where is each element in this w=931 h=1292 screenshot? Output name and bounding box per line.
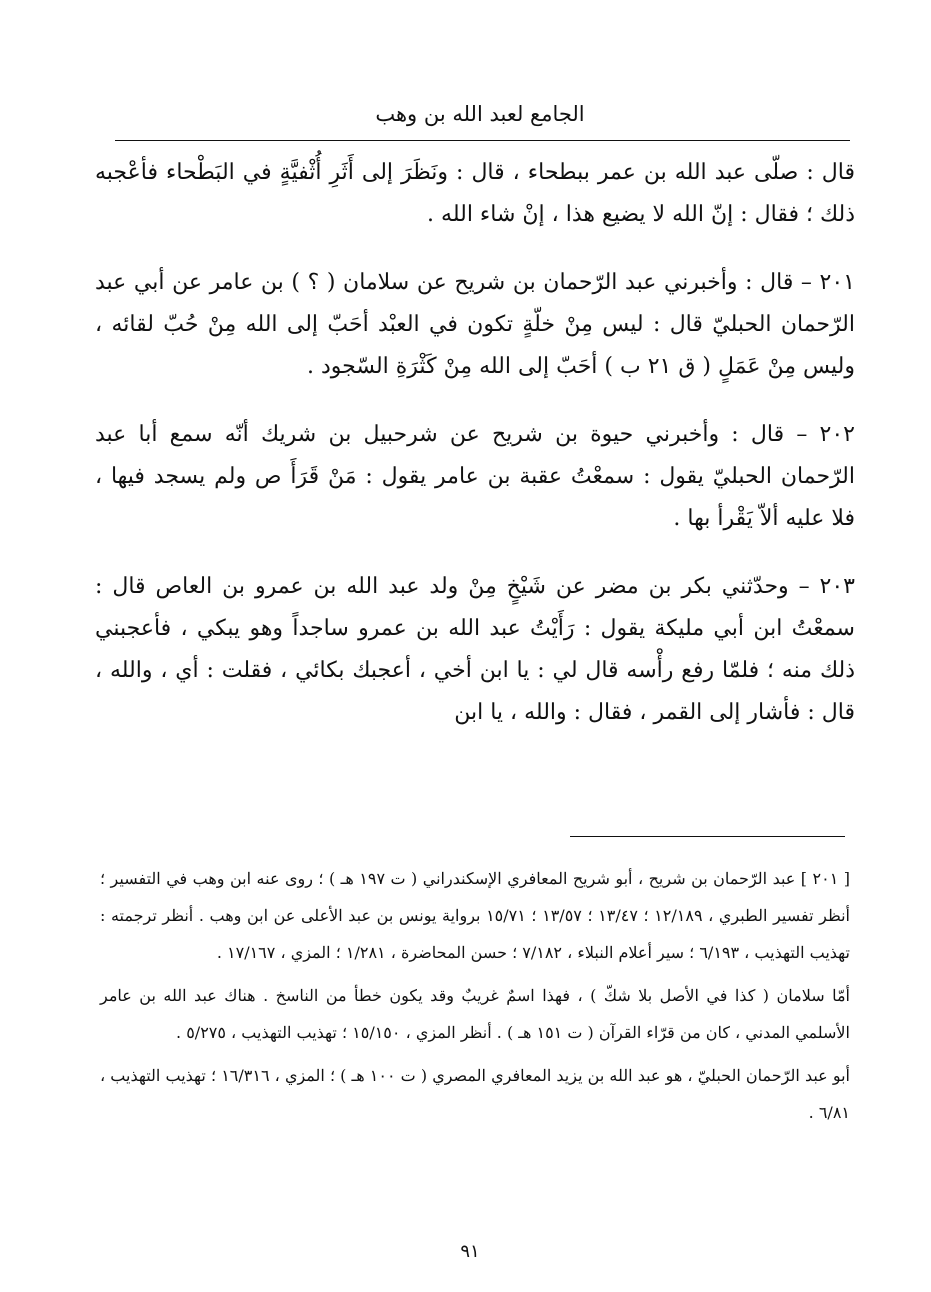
footnote-paragraph: أبو عبد الرّحمان الحبليّ ، هو عبد الله بن يزيد المعافري المصري ( ت ١٠٠ هـ ) ؛ المزي ، ١٦/٣١٦ ؛ تهذيب التهذيب ، ٦/٨١ . — [100, 1066, 850, 1122]
main-text — [95, 152, 855, 760]
running-header-title: الجامع لعبد الله بن وهب — [375, 102, 585, 126]
header-divider — [115, 140, 850, 141]
footnote-paragraph: أمّا سلامان ( كذا في الأصل بلا شكّ ) ، فهذا اسمٌ غريبٌ وقد يكون خطأ من الناسخ . هناك عبد الله بن عامر الأسلمي المدني ، كان من قرّاء القرآن ( ت ١٥١ هـ ) . أنظر المزي ، ١٥/١٥٠ ؛ تهذيب التهذيب ، ٥/٢٧٥ . — [100, 986, 850, 1042]
footnote-divider — [570, 836, 845, 837]
text-paragraph: ٢٠٣ – وحدّثني بكر بن مضر عن شَيْخٍ مِنْ ولد عبد الله بن عمرو بن العاص قال : سمعْتُ ابن أبي مليكة يقول : رَأَيْتُ عبد الله بن عمرو ساجداً وهو يبكي ، فأعجبني ذلك منه ؛ فلمّا رفع رأْسه قال لي : يا ابن أخي ، أعجبك بكائي ، فقلت : أي ، والله ، قال : فأشار إلى القمر ، فقال : والله ، يا ابن — [95, 574, 855, 725]
text-paragraph: قال : صلّى عبد الله بن عمر ببطحاء ، قال : ونَظَرَ إلى أَثَرِ أُثْفيَّةٍ في البَطْحاء فأعْجبه ذلك ؛ فقال : إنّ الله لا يضيع هذا ، إنْ شاء الله . — [95, 160, 855, 227]
text-paragraph: ٢٠١ – قال : وأخبرني عبد الرّحمان بن شريح عن سلامان ( ؟ ) بن عامر عن أبي عبد الرّحمان الحبليّ قال : ليس مِنْ خلّةٍ تكون في العبْد أحَبّ إلى الله مِنْ حُبّ لقائه ، وليس مِنْ عَمَلٍ ( ق ٢١ ب ) أحَبّ إلى الله مِنْ كَثْرَةِ السّجود . — [95, 270, 855, 379]
text-paragraph: ٢٠٢ – قال : وأخبرني حيوة بن شريح عن شرحبيل بن شريك أنّه سمع أبا عبد الرّحمان الحبليّ يقول : سمعْتُ عقبة بن عامر يقول : مَنْ قَرَأَ ص ولم يسجد فيها ، فلا عليه ألاّ يَقْرأ بها . — [95, 422, 855, 531]
footnote-paragraph: [ ٢٠١ ] عبد الرّحمان بن شريح ، أبو شريح المعافري الإسكندراني ( ت ١٩٧ هـ ) ؛ روى عنه ابن وهب في التفسير ؛ أنظر تفسير الطبري ، ١٢/١٨٩ ؛ ١٣/٤٧ ؛ ١٣/٥٧ ؛ ١٥/٧١ برواية يونس بن عبد الأعلى عن ابن وهب . أنظر ترجمته : تهذيب التهذيب ، ٦/١٩٣ ؛ سير أعلام النبلاء ، ٧/١٨٢ ؛ حسن المحاضرة ، ١/٢٨١ ؛ المزي ، ١٧/١٦٧ . — [100, 869, 851, 962]
page-number: ٩١ — [460, 1241, 480, 1262]
footnotes — [100, 860, 850, 1137]
